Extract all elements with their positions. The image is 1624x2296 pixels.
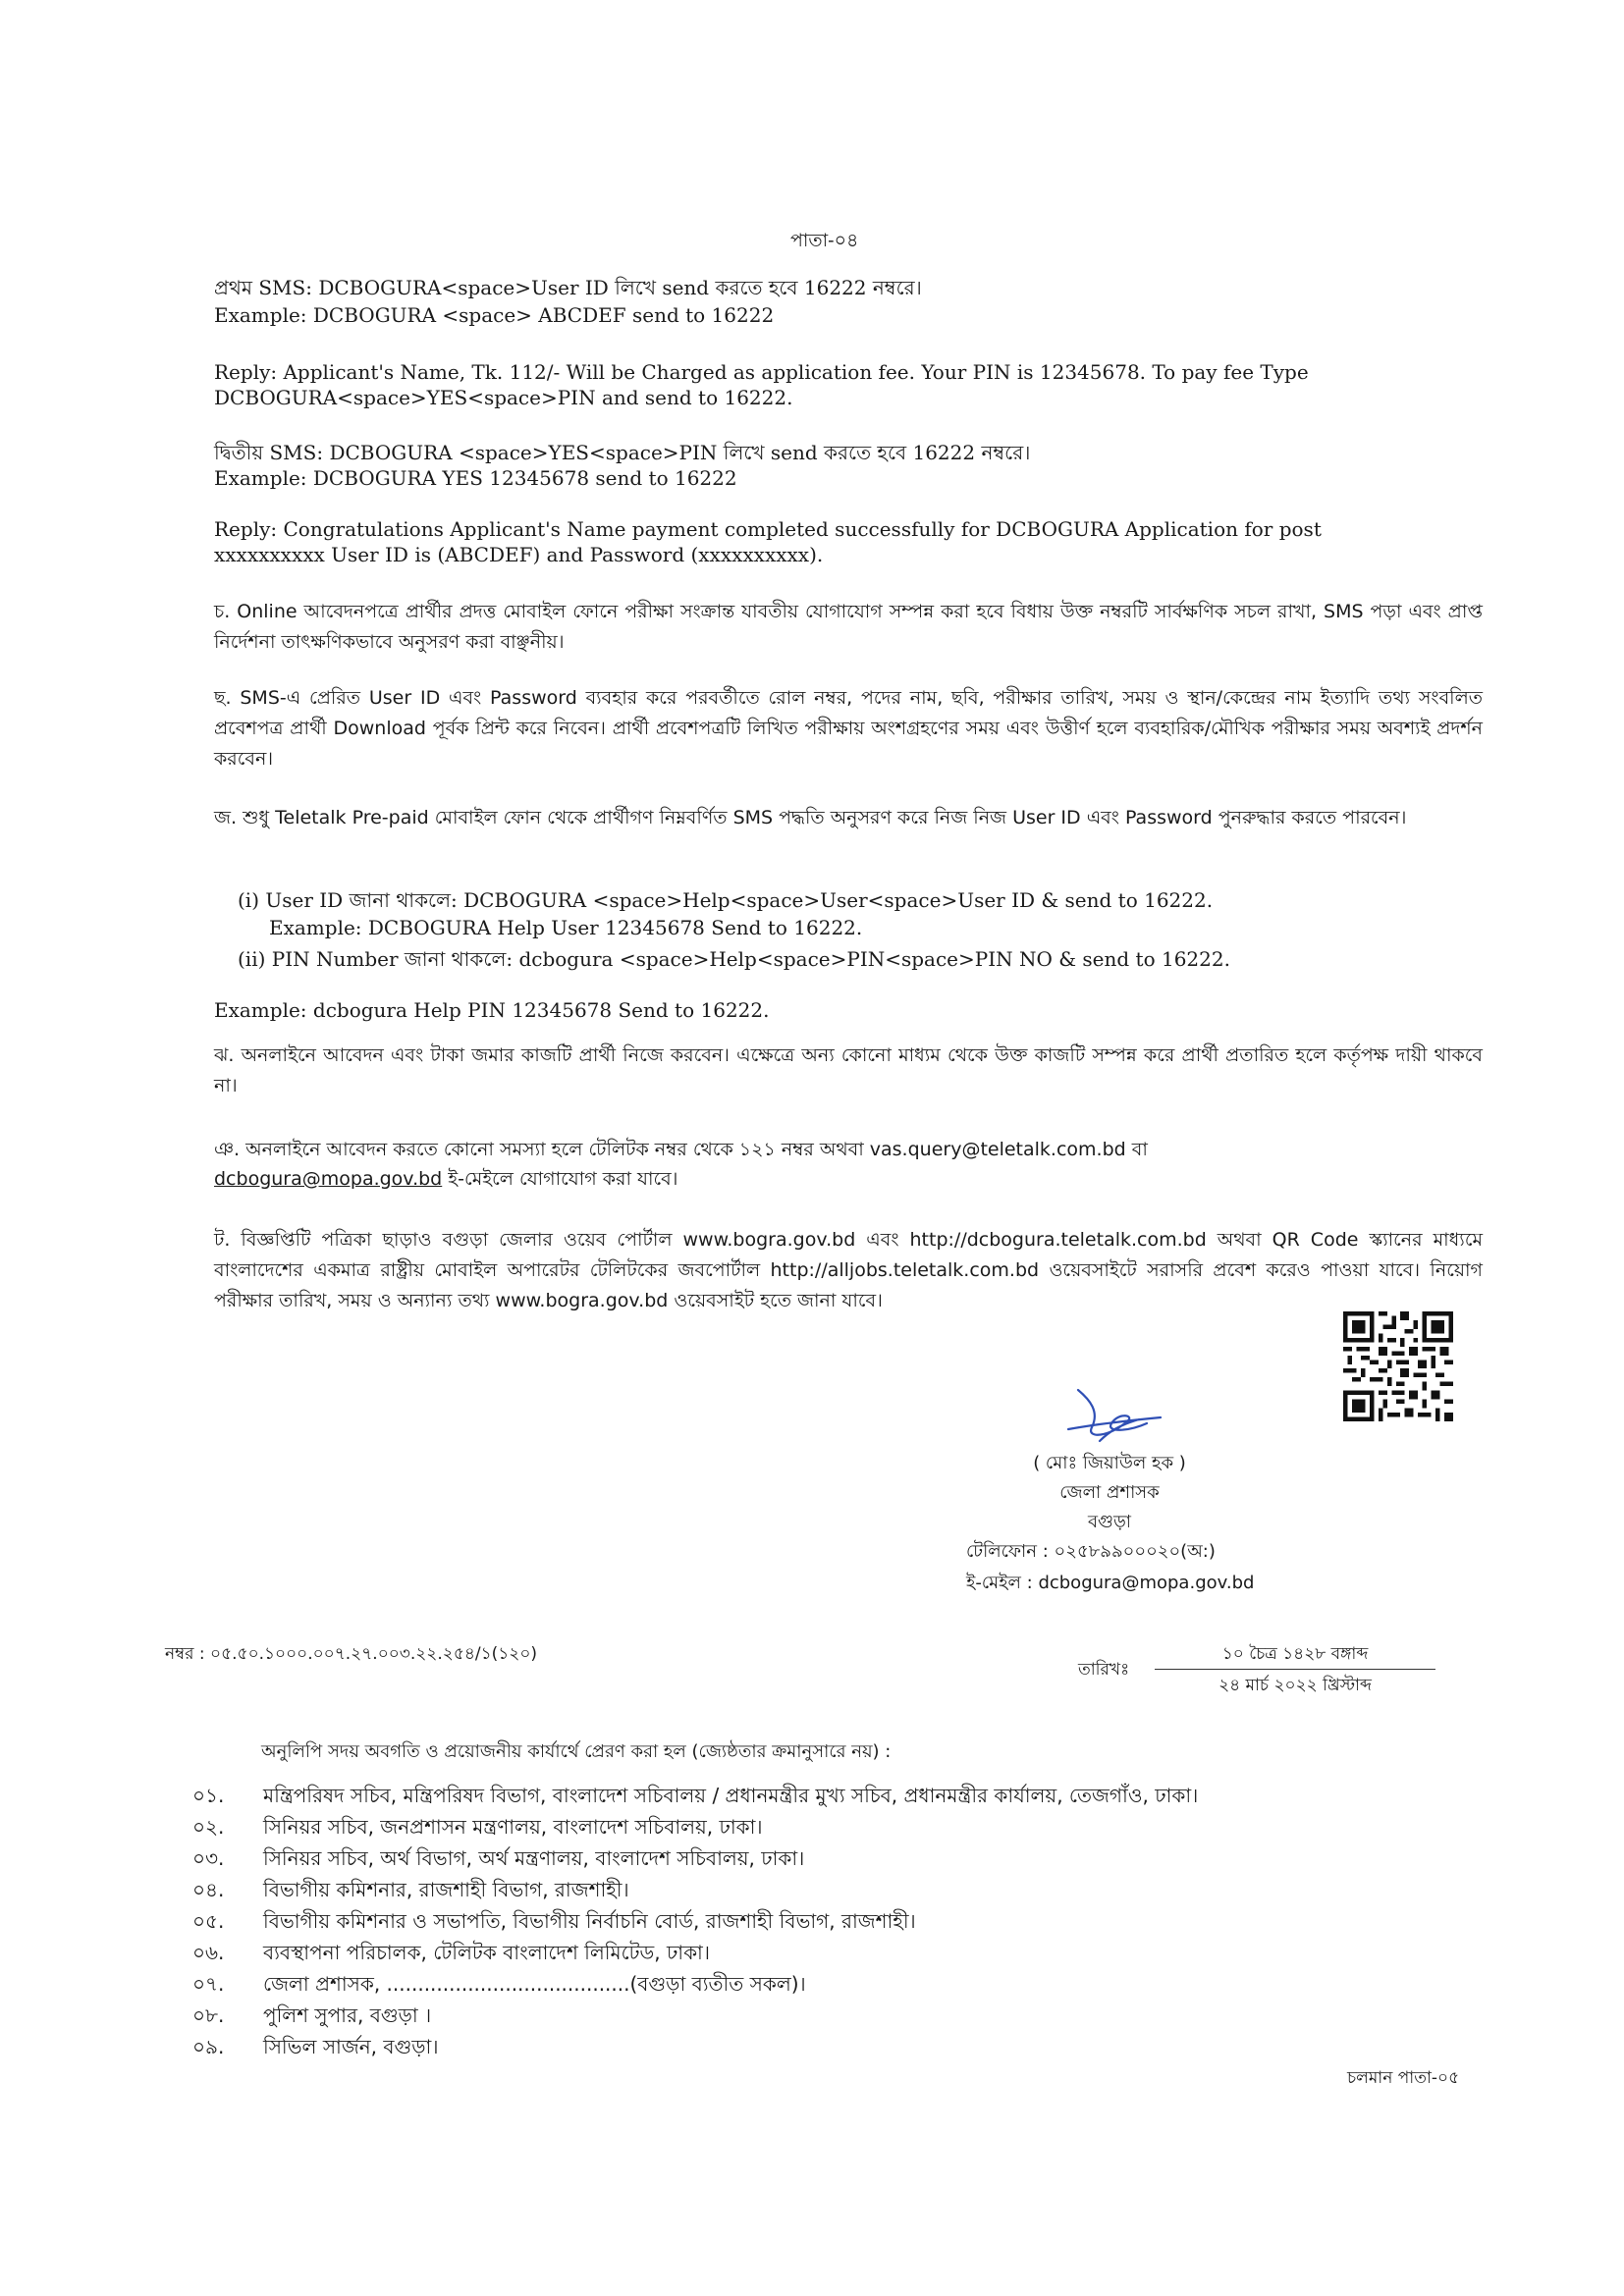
list-item-number: ০৯. (192, 2035, 225, 2058)
reply2-line1: Reply: Congratulations Applicant's Name payment completed successfully for DCBOGURA Application for post (214, 517, 1322, 541)
page-header: পাতা-০৪ (790, 230, 859, 251)
recovery-example: Example: dcbogura Help PIN 12345678 Send to 16222. (214, 998, 770, 1022)
dc-email-link[interactable]: dcbogura@mopa.gov.bd (214, 1168, 443, 1190)
date-divider (1155, 1669, 1435, 1670)
list-item-number: ০৪. (192, 1878, 225, 1901)
paragraph-cha (214, 597, 1483, 658)
list-item-text: সিনিয়র সচিব, জনপ্রশাসন মন্ত্রণালয়, বাংলাদেশ সচিবালয়, ঢাকা। (263, 1815, 763, 1839)
continued-page-footer: চলমান পাতা-০৫ (1347, 2068, 1460, 2088)
second-sms-instruction: দ্বিতীয় SMS: DCBOGURA <space>YES<space>PIN লিখে send করতে হবে 16222 নম্বরে। (214, 441, 1031, 464)
signatory-title: জেলা প্রশাসক (1059, 1482, 1160, 1503)
list-item-text: সিনিয়র সচিব, অর্থ বিভাগ, অর্থ মন্ত্রণালয়, বাংলাদেশ সচিবালয়, ঢাকা। (263, 1846, 805, 1870)
qr-code-icon[interactable] (1343, 1311, 1453, 1421)
copy-intro: অনুলিপি সদয় অবগতি ও প্রয়োজনীয় কার্যার্থে প্রেরণ করা হল (জ্যেষ্ঠতার ক্রমানুসারে নয়) : (261, 1741, 892, 1762)
paragraph-ja-text: জ. শুধু Teletalk Pre-paid মোবাইল ফোন থেকে প্রার্থীগণ নিম্নবর্ণিত SMS পদ্ধতি অনুসরণ করে নিজ নিজ User ID এবং Password পুনরুদ্ধার করতে পারবেন। (214, 807, 1407, 828)
paragraph-ta-text: ট. বিজ্ঞপ্তিটি পত্রিকা ছাড়াও বগুড়া জেলার ওয়েব পোর্টাল www.bogra.gov.bd এবং http://dcbogura.teletalk.com.bd অথবা QR Code স্ক্যানের মাধ্যমে বাংলাদেশের একমাত্র রাষ্ট্রীয় মোবাইল অপারেটর টেলিটকের জবপোর্টাল http://alljobs.teletalk.com.bd ওয়েবসাইটে সরাসরি প্রবেশ করেও পাওয়া যাবে। নিয়োগ পরীক্ষার তারিখ, সময় ও অন্যান্য তথ্য www.bogra.gov.bd ওয়েবসাইট হতে জানা যাবে। (214, 1229, 1483, 1311)
paragraph-nya-line2 (214, 1166, 677, 1192)
reply1-line1: Reply: Applicant's Name, Tk. 112/- Will be Charged as application fee. Your PIN is 12345678. To pay fee Type (214, 360, 1309, 384)
signatory-email: ই-মেইল : dcbogura@mopa.gov.bd (966, 1573, 1255, 1593)
list-item-text: মন্ত্রিপরিষদ সচিব, মন্ত্রিপরিষদ বিভাগ, বাংলাদেশ সচিবালয় / প্রধানমন্ত্রীর মুখ্য সচিব, প্রধানমন্ত্রীর কার্যালয়, তেজগাঁও, ঢাকা। (263, 1784, 1199, 1807)
signature-icon (1051, 1382, 1168, 1451)
recovery-item-user-id-example: Example: DCBOGURA Help User 12345678 Send to 16222. (269, 916, 863, 939)
signatory-phone: টেলিফোন : ০২৫৮৯৯০০০২০(অ:) (966, 1541, 1216, 1562)
date-english: ২৪ মার্চ ২০২২ খ্রিস্টাব্দ (1218, 1676, 1372, 1695)
paragraph-ja (214, 803, 1483, 833)
reply1-line2: DCBOGURA<space>YES<space>PIN and send to 16222. (214, 386, 793, 409)
list-item-text: পুলিশ সুপার, বগুড়া । (263, 2003, 432, 2027)
recovery-item-pin: (ii) PIN Number জানা থাকলে: dcbogura <space>Help<space>PIN<space>PIN NO & send to 16222. (238, 947, 1230, 971)
paragraph-nya-line1: ঞ. অনলাইনে আবেদন করতে কোনো সমস্যা হলে টেলিটক নম্বর থেকে ১২১ নম্বর অথবা vas.query@teletalk.com.bd বা (214, 1139, 1148, 1160)
signatory-name: ( মোঃ জিয়াউল হক ) (1033, 1453, 1186, 1473)
first-sms-example: Example: DCBOGURA <space> ABCDEF send to 16222 (214, 303, 775, 327)
paragraph-jha (214, 1041, 1483, 1101)
memo-number: নম্বর : ০৫.৫০.১০০০.০০৭.২৭.০০৩.২২.২৫৪/১(১২০) (165, 1644, 538, 1664)
list-item-text: জেলা প্রশাসক, .......................................(বগুড়া ব্যতীত সকল)। (263, 1972, 806, 1996)
paragraph-chha (214, 683, 1483, 774)
paragraph-jha-text: ঝ. অনলাইনে আবেদন এবং টাকা জমার কাজটি প্রার্থী নিজে করবেন। এক্ষেত্রে অন্য কোনো মাধ্যম থেকে উক্ত কাজটি সম্পন্ন করে প্রার্থী প্রতারিত হলে কর্তৃপক্ষ দায়ী থাকবে না। (214, 1044, 1483, 1096)
list-item-text: সিভিল সার্জন, বগুড়া। (263, 2035, 439, 2058)
reply2-line2: xxxxxxxxxx User ID is (ABCDEF) and Password (xxxxxxxxxx). (214, 543, 824, 566)
first-sms-instruction: প্রথম SMS: DCBOGURA<space>User ID লিখে send করতে হবে 16222 নম্বরে। (214, 276, 922, 299)
signatory-district: বগুড়া (1087, 1512, 1132, 1532)
list-item-number: ০৮. (192, 2003, 225, 2027)
recovery-item-user-id: (i) User ID জানা থাকলে: DCBOGURA <space>Help<space>User<space>User ID & send to 16222. (238, 888, 1214, 912)
list-item-number: ০৩. (192, 1846, 225, 1870)
list-item-text: বিভাগীয় কমিশনার, রাজশাহী বিভাগ, রাজশাহী। (263, 1878, 629, 1901)
date-bangla: ১০ চৈত্র ১৪২৮ বঙ্গাব্দ (1221, 1644, 1369, 1664)
list-item-number: ০৫. (192, 1909, 225, 1933)
paragraph-cha-text: চ. Online আবেদনপত্রে প্রার্থীর প্রদত্ত মোবাইল ফোনে পরীক্ষা সংক্রান্ত যাবতীয় যোগাযোগ সম্পন্ন করা হবে বিধায় উক্ত নম্বরটি সার্বক্ষণিক সচল রাখা, SMS পড়া এবং প্রাপ্ত নির্দেশনা তাৎক্ষণিকভাবে অনুসরণ করা বাঞ্ছনীয়। (214, 601, 1483, 653)
list-item-number: ০৭. (192, 1972, 225, 1996)
list-item-text: ব্যবস্থাপনা পরিচালক, টেলিটক বাংলাদেশ লিমিটেড, ঢাকা। (263, 1941, 711, 1964)
list-item-text: বিভাগীয় কমিশনার ও সভাপতি, বিভাগীয় নির্বাচনি বোর্ড, রাজশাহী বিভাগ, রাজশাহী। (263, 1909, 916, 1933)
paragraph-nya-line2-rest: ই-মেইলে যোগাযোগ করা যাবে। (442, 1168, 678, 1190)
list-item-number: ০৬. (192, 1941, 225, 1964)
date-label: তারিখঃ (1078, 1660, 1130, 1680)
paragraph-ta (214, 1225, 1483, 1316)
list-item-number: ০১. (192, 1784, 225, 1807)
list-item-number: ০২. (192, 1815, 225, 1839)
second-sms-example: Example: DCBOGURA YES 12345678 send to 16222 (214, 466, 737, 490)
paragraph-chha-text: ছ. SMS-এ প্রেরিত User ID এবং Password ব্যবহার করে পরবর্তীতে রোল নম্বর, পদের নাম, ছবি, পরীক্ষার তারিখ, সময় ও স্থান/কেন্দ্রের নাম ইত্যাদি তথ্য সংবলিত প্রবেশপত্র প্রার্থী Download পূর্বক প্রিন্ট করে নিবেন। প্রার্থী প্রবেশপত্রটি লিখিত পরীক্ষায় অংশগ্রহণের সময় এবং উত্তীর্ণ হলে ব্যবহারিক/মৌখিক পরীক্ষার সময় অবশ্যই প্রদর্শন করবেন। (214, 687, 1483, 770)
